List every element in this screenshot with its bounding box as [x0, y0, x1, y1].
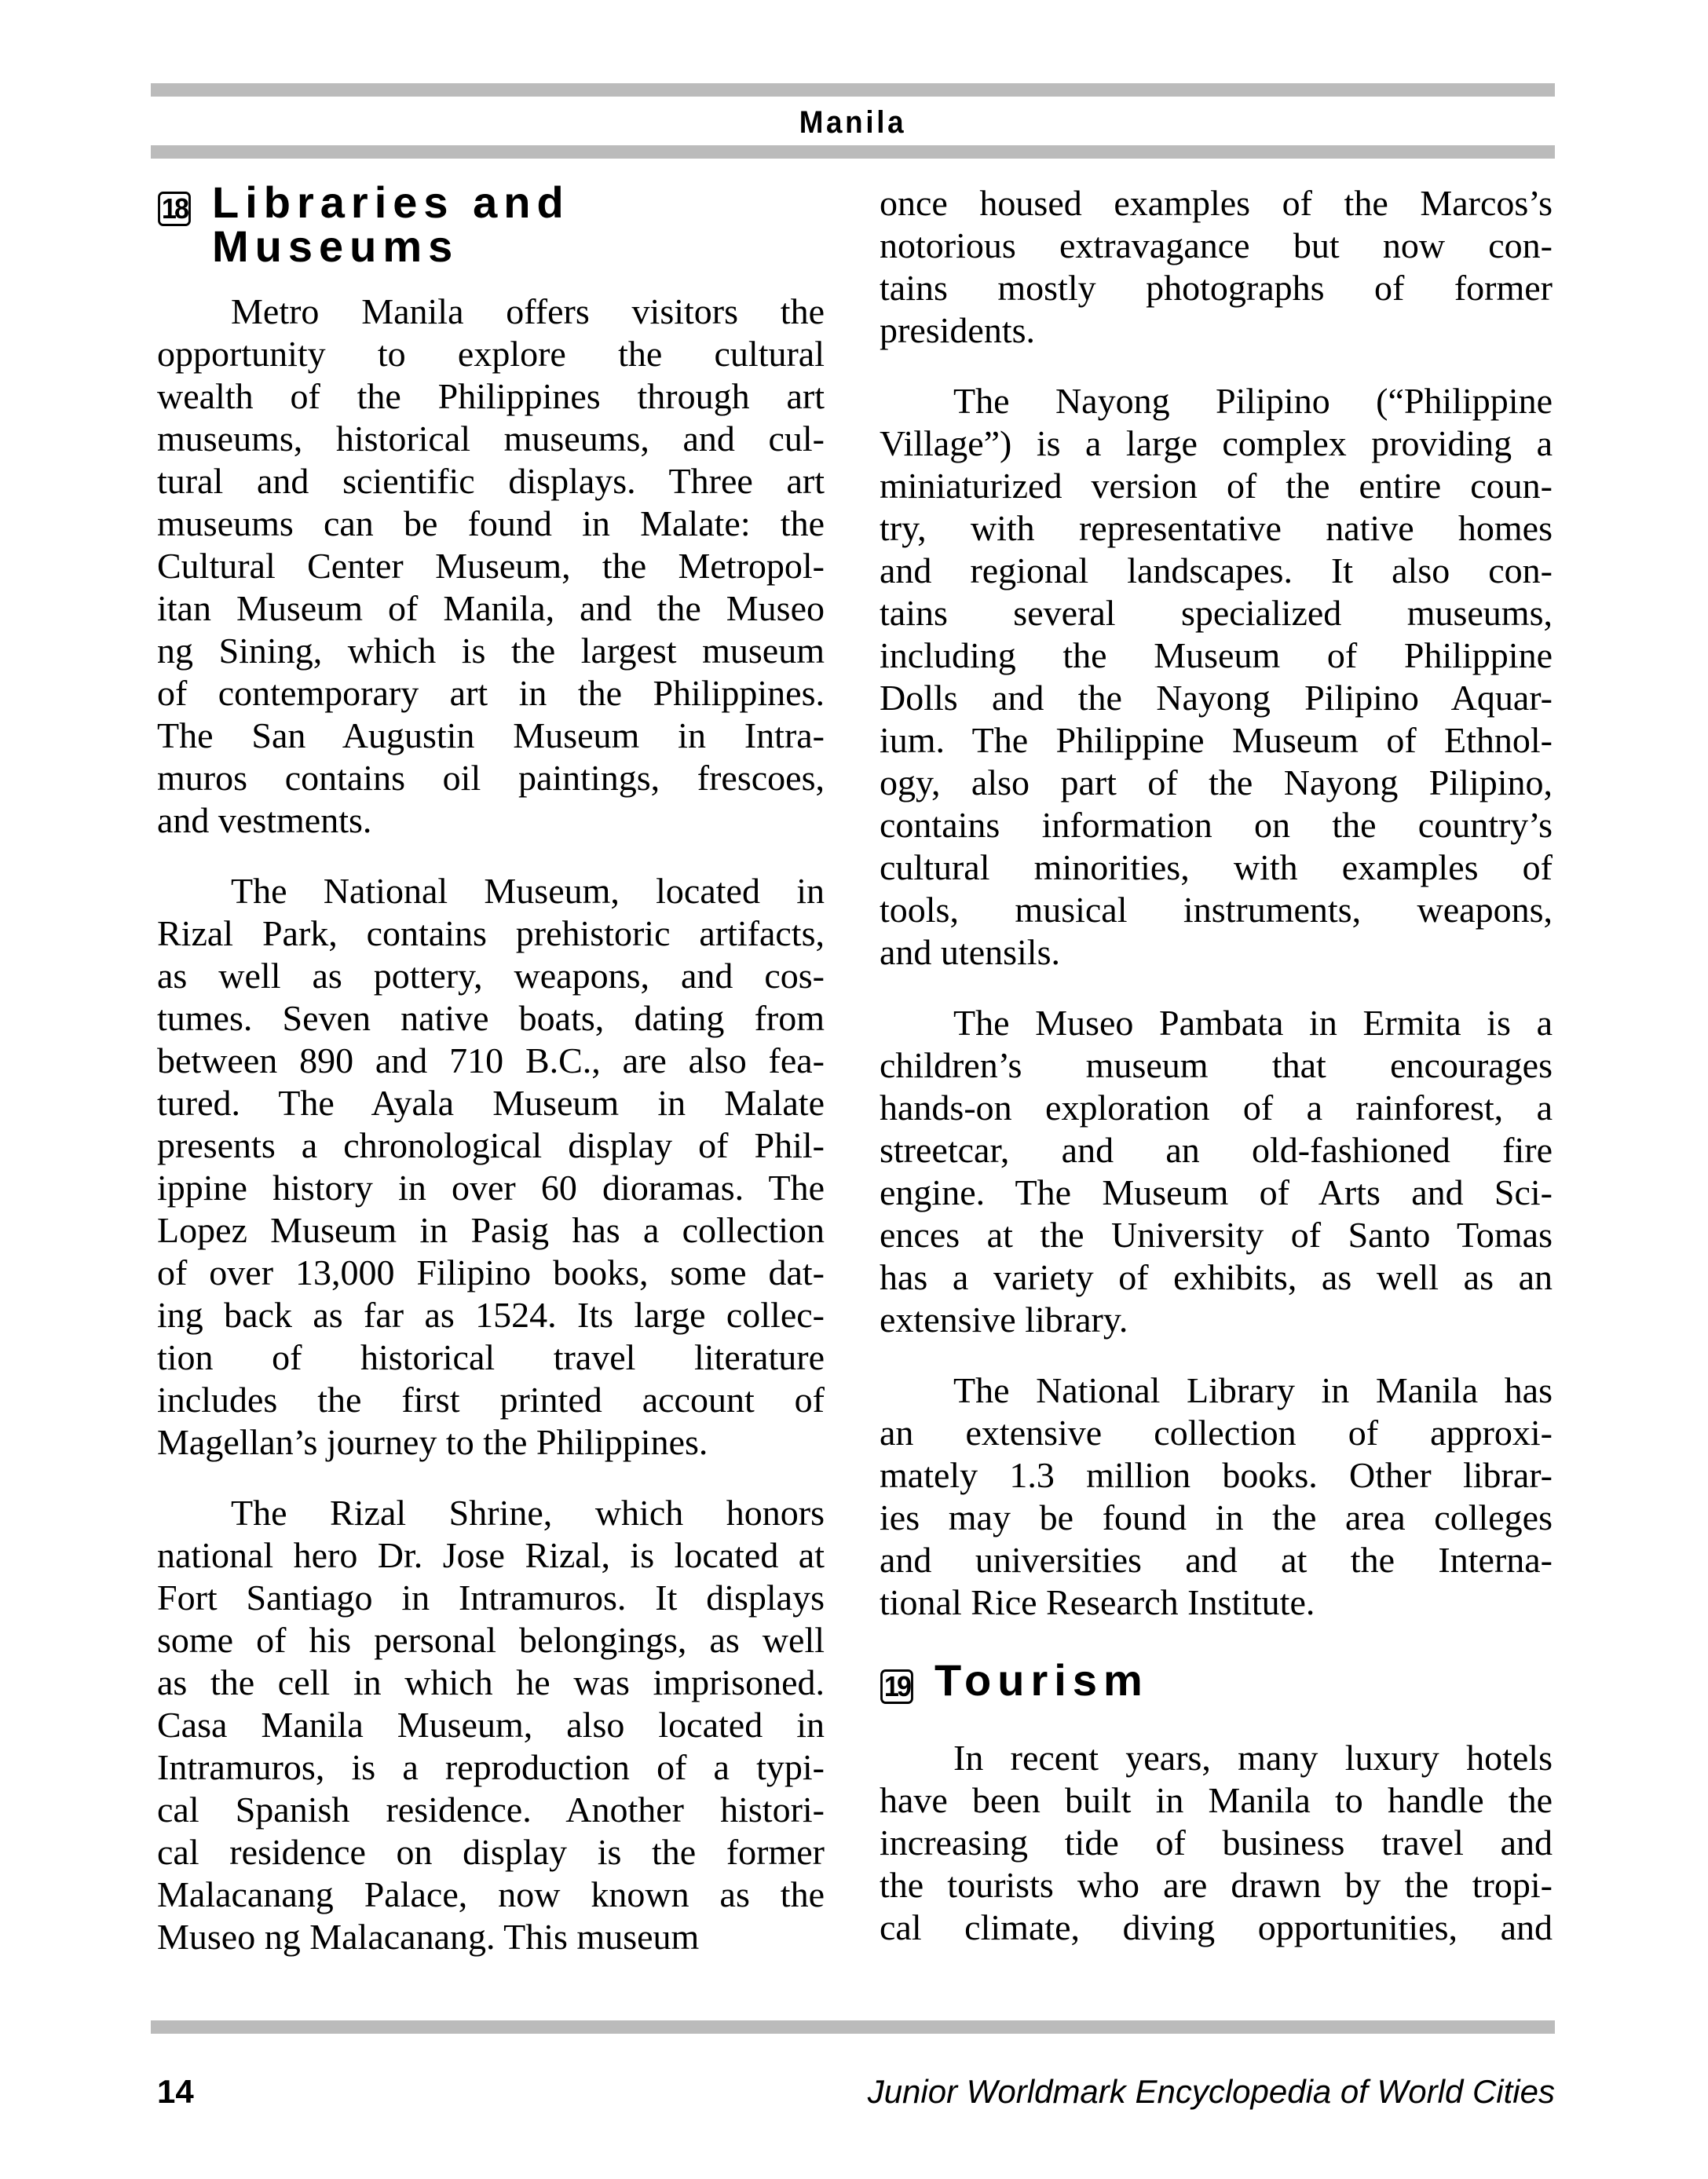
text-line: The National Library in Manila has	[953, 1370, 1553, 1410]
text-line: Lopez Museum in Pasig has a collection	[157, 1210, 825, 1250]
text-line: and vestments.	[157, 800, 372, 840]
paragraph-continued	[880, 182, 1553, 352]
text-line: The Museo Pambata in Ermita is a	[953, 1003, 1553, 1043]
text-line: tumes. Seven native boats, dating from	[157, 998, 825, 1038]
paragraph	[157, 291, 825, 842]
section-title-line: Libraries and	[212, 177, 570, 227]
text-line: streetcar, and an old-fashioned fire	[880, 1130, 1553, 1170]
text-line: notorious extravagance but now con-	[880, 225, 1553, 265]
text-line: extensive library.	[880, 1300, 1128, 1340]
text-line: includes the first printed account of	[157, 1380, 825, 1420]
right-column	[880, 182, 1553, 1949]
text-line: cal Spanish residence. Another histori-	[157, 1790, 825, 1830]
text-line: tains several specialized museums,	[880, 593, 1553, 633]
text-line: ing back as far as 1524. Its large collec-	[157, 1295, 825, 1335]
text-line: an extensive collection of approxi-	[880, 1413, 1553, 1453]
text-line: tured. The Ayala Museum in Malate	[157, 1083, 825, 1123]
section-title-line: Museums	[212, 221, 459, 271]
text-line: Casa Manila Museum, also located in	[157, 1705, 825, 1745]
running-head: Manila	[799, 105, 907, 140]
text-line: of over 13,000 Filipino books, some dat-	[157, 1252, 825, 1292]
text-line: museums can be found in Malate: the	[157, 503, 825, 543]
text-line: Museo ng Malacanang. This museum	[157, 1917, 700, 1957]
top-rule	[151, 83, 1555, 97]
section-heading-libraries-museums	[157, 177, 825, 291]
text-line: tural and scientific displays. Three art	[157, 461, 825, 501]
text-line: engine. The Museum of Arts and Sci-	[880, 1172, 1553, 1212]
paragraph	[880, 380, 1553, 974]
text-line: ng Sining, which is the largest museum	[157, 631, 825, 671]
text-line: opportunity to explore the cultural	[157, 334, 825, 374]
text-line: as well as pottery, weapons, and cos-	[157, 956, 825, 996]
text-line: children’s museum that encourages	[880, 1045, 1553, 1085]
text-line: and utensils.	[880, 932, 1060, 972]
text-line: ippine history in over 60 dioramas. The	[157, 1168, 825, 1208]
page-number: 14	[157, 2073, 194, 2110]
text-line: Dolls and the Nayong Pilipino Aquar-	[880, 678, 1553, 718]
text-line: hands-on exploration of a rainforest, a	[880, 1088, 1553, 1128]
paragraph	[157, 870, 825, 1464]
paragraph	[157, 1492, 825, 1958]
section-title-line: Tourism	[934, 1655, 1149, 1705]
section-title	[934, 1655, 1149, 1705]
text-line: national hero Dr. Jose Rizal, is located at	[157, 1535, 825, 1575]
section-heading-tourism	[880, 1655, 1553, 1737]
text-line: some of his personal belongings, as well	[157, 1620, 825, 1660]
text-line: The San Augustin Museum in Intra-	[157, 715, 825, 755]
text-line: ogy, also part of the Nayong Pilipino,	[880, 762, 1553, 803]
text-line: ences at the University of Santo Tomas	[880, 1215, 1553, 1255]
text-line: In recent years, many luxury hotels	[953, 1738, 1553, 1778]
text-line: muros contains oil paintings, frescoes,	[157, 758, 825, 798]
section-title	[212, 177, 570, 271]
text-line: The National Museum, located in	[231, 871, 825, 911]
text-line: has a variety of exhibits, as well as an	[880, 1257, 1553, 1297]
text-line: wealth of the Philippines through art	[157, 376, 825, 416]
text-line: Rizal Park, contains prehistoric artifacts,	[157, 913, 825, 953]
text-line: tion of historical travel literature	[157, 1337, 825, 1377]
text-line: mately 1.3 million books. Other librar-	[880, 1455, 1553, 1495]
text-line: tools, musical instruments, weapons,	[880, 890, 1553, 930]
footer-rule	[151, 2020, 1555, 2034]
book-title: Junior Worldmark Encyclopedia of World Cities	[867, 2073, 1555, 2110]
text-line: Village”) is a large complex providing a	[880, 423, 1553, 463]
section-number-badge: 19	[880, 1669, 913, 1704]
text-line: presidents.	[880, 310, 1036, 350]
text-line: cal climate, diving opportunities, and	[880, 1907, 1553, 1947]
text-line: presents a chronological display of Phil-	[157, 1125, 825, 1165]
text-line: Magellan’s journey to the Philippines.	[157, 1422, 708, 1462]
text-line: and universities and at the Interna-	[880, 1540, 1553, 1580]
header-rule	[151, 145, 1555, 159]
text-line: increasing tide of business travel and	[880, 1823, 1553, 1863]
text-line: cultural minorities, with examples of	[880, 847, 1553, 887]
text-line: itan Museum of Manila, and the Museo	[157, 588, 825, 628]
text-line: contains information on the country’s	[880, 805, 1553, 845]
text-line: museums, historical museums, and cul-	[157, 419, 825, 459]
text-line: cal residence on display is the former	[157, 1832, 825, 1872]
section-number-badge: 18	[158, 192, 191, 226]
text-line: between 890 and 710 B.C., are also fea-	[157, 1040, 825, 1080]
text-line: have been built in Manila to handle the	[880, 1780, 1553, 1820]
text-line: ies may be found in the area colleges	[880, 1497, 1553, 1537]
paragraph	[880, 1737, 1553, 1949]
text-line: as the cell in which he was imprisoned.	[157, 1662, 825, 1702]
text-line: and regional landscapes. It also con-	[880, 550, 1553, 590]
text-line: once housed examples of the Marcos’s	[880, 183, 1553, 223]
text-line: Fort Santiago in Intramuros. It displays	[157, 1578, 825, 1618]
text-line: Metro Manila offers visitors the	[231, 291, 825, 331]
text-line: Cultural Center Museum, the Metropol-	[157, 546, 825, 586]
text-line: The Nayong Pilipino (“Philippine	[953, 381, 1553, 421]
paragraph	[880, 1369, 1553, 1624]
text-line: ium. The Philippine Museum of Ethnol-	[880, 720, 1553, 760]
text-line: try, with representative native homes	[880, 508, 1553, 548]
text-line: The Rizal Shrine, which honors	[231, 1493, 825, 1533]
left-column	[157, 177, 825, 1958]
text-line: the tourists who are drawn by the tropi-	[880, 1865, 1553, 1905]
text-line: miniaturized version of the entire coun-	[880, 466, 1553, 506]
text-line: Malacanang Palace, now known as the	[157, 1874, 825, 1914]
text-line: of contemporary art in the Philippines.	[157, 673, 825, 713]
text-line: tional Rice Research Institute.	[880, 1582, 1315, 1622]
text-line: including the Museum of Philippine	[880, 635, 1553, 675]
paragraph	[880, 1002, 1553, 1341]
text-line: Intramuros, is a reproduction of a typi-	[157, 1747, 825, 1787]
text-line: tains mostly photographs of former	[880, 268, 1553, 308]
